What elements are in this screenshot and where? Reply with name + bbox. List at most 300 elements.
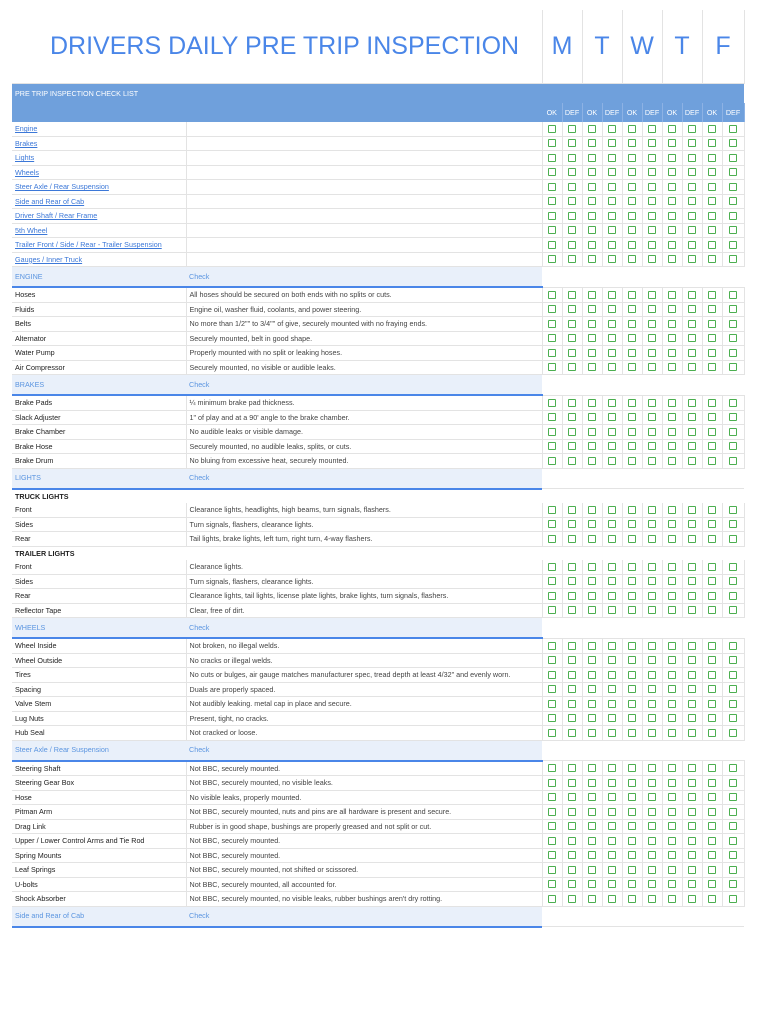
checkbox-ok-day-2[interactable]	[588, 363, 596, 371]
checkbox-def-day-2[interactable]	[608, 764, 616, 772]
checkbox-ok-day-4[interactable]	[668, 154, 676, 162]
checkbox-def-day-4[interactable]	[688, 139, 696, 147]
checkbox-ok-day-1[interactable]	[548, 506, 556, 514]
checkbox-ok-day-3[interactable]	[628, 700, 636, 708]
checkbox-ok-day-3[interactable]	[628, 729, 636, 737]
checkbox-ok-day-4[interactable]	[668, 334, 676, 342]
checkbox-ok-day-4[interactable]	[668, 822, 676, 830]
checkbox-ok-day-4[interactable]	[668, 808, 676, 816]
checkbox-ok-day-4[interactable]	[668, 520, 676, 528]
checkbox-def-day-4[interactable]	[688, 349, 696, 357]
checkbox-def-day-2[interactable]	[608, 168, 616, 176]
checkbox-def-day-1[interactable]	[568, 880, 576, 888]
checkbox-def-day-4[interactable]	[688, 851, 696, 859]
checkbox-ok-day-5[interactable]	[708, 226, 716, 234]
checkbox-ok-day-5[interactable]	[708, 808, 716, 816]
checkbox-ok-day-3[interactable]	[628, 125, 636, 133]
checkbox-ok-day-2[interactable]	[588, 255, 596, 263]
checkbox-def-day-5[interactable]	[729, 154, 737, 162]
checkbox-def-day-4[interactable]	[688, 520, 696, 528]
checkbox-def-day-3[interactable]	[648, 506, 656, 514]
checkbox-ok-day-4[interactable]	[668, 320, 676, 328]
checkbox-def-day-4[interactable]	[688, 334, 696, 342]
checkbox-def-day-5[interactable]	[729, 671, 737, 679]
checkbox-ok-day-3[interactable]	[628, 592, 636, 600]
checkbox-def-day-3[interactable]	[648, 851, 656, 859]
checkbox-ok-day-1[interactable]	[548, 714, 556, 722]
checkbox-ok-day-1[interactable]	[548, 291, 556, 299]
checkbox-ok-day-3[interactable]	[628, 535, 636, 543]
checkbox-ok-day-2[interactable]	[588, 520, 596, 528]
checkbox-ok-day-4[interactable]	[668, 349, 676, 357]
checkbox-ok-day-3[interactable]	[628, 226, 636, 234]
checkbox-def-day-4[interactable]	[688, 606, 696, 614]
checkbox-def-day-2[interactable]	[608, 685, 616, 693]
checkbox-def-day-1[interactable]	[568, 764, 576, 772]
checkbox-ok-day-3[interactable]	[628, 520, 636, 528]
checkbox-def-day-3[interactable]	[648, 592, 656, 600]
checkbox-def-day-5[interactable]	[729, 535, 737, 543]
checkbox-ok-day-4[interactable]	[668, 139, 676, 147]
checkbox-def-day-4[interactable]	[688, 837, 696, 845]
checkbox-ok-day-3[interactable]	[628, 895, 636, 903]
checkbox-ok-day-4[interactable]	[668, 363, 676, 371]
checkbox-def-day-1[interactable]	[568, 226, 576, 234]
checkbox-def-day-5[interactable]	[729, 563, 737, 571]
checkbox-def-day-3[interactable]	[648, 563, 656, 571]
checkbox-ok-day-2[interactable]	[588, 714, 596, 722]
checkbox-def-day-4[interactable]	[688, 363, 696, 371]
checkbox-ok-day-5[interactable]	[708, 413, 716, 421]
checkbox-def-day-3[interactable]	[648, 866, 656, 874]
checkbox-ok-day-5[interactable]	[708, 685, 716, 693]
checkbox-def-day-3[interactable]	[648, 606, 656, 614]
checkbox-def-day-1[interactable]	[568, 700, 576, 708]
checkbox-ok-day-1[interactable]	[548, 125, 556, 133]
checkbox-ok-day-4[interactable]	[668, 895, 676, 903]
checkbox-def-day-5[interactable]	[729, 506, 737, 514]
checkbox-ok-day-3[interactable]	[628, 139, 636, 147]
checkbox-def-day-4[interactable]	[688, 457, 696, 465]
checkbox-ok-day-3[interactable]	[628, 457, 636, 465]
checkbox-ok-day-3[interactable]	[628, 399, 636, 407]
checkbox-ok-day-5[interactable]	[708, 305, 716, 313]
checkbox-ok-day-2[interactable]	[588, 291, 596, 299]
checkbox-ok-day-5[interactable]	[708, 895, 716, 903]
checkbox-def-day-5[interactable]	[729, 577, 737, 585]
checkbox-def-day-4[interactable]	[688, 413, 696, 421]
checklist-link[interactable]: Wheels	[15, 167, 39, 177]
checkbox-def-day-4[interactable]	[688, 880, 696, 888]
checkbox-ok-day-2[interactable]	[588, 729, 596, 737]
checkbox-def-day-2[interactable]	[608, 535, 616, 543]
checkbox-def-day-2[interactable]	[608, 399, 616, 407]
checkbox-ok-day-4[interactable]	[668, 592, 676, 600]
checkbox-ok-day-3[interactable]	[628, 334, 636, 342]
checkbox-def-day-2[interactable]	[608, 457, 616, 465]
checkbox-def-day-5[interactable]	[729, 793, 737, 801]
checkbox-ok-day-2[interactable]	[588, 226, 596, 234]
checkbox-ok-day-2[interactable]	[588, 671, 596, 679]
checkbox-def-day-1[interactable]	[568, 139, 576, 147]
checkbox-ok-day-3[interactable]	[628, 685, 636, 693]
checkbox-def-day-2[interactable]	[608, 154, 616, 162]
checkbox-def-day-1[interactable]	[568, 714, 576, 722]
checkbox-def-day-5[interactable]	[729, 851, 737, 859]
checkbox-def-day-5[interactable]	[729, 363, 737, 371]
checkbox-ok-day-1[interactable]	[548, 808, 556, 816]
checkbox-ok-day-1[interactable]	[548, 822, 556, 830]
checkbox-def-day-1[interactable]	[568, 320, 576, 328]
checkbox-def-day-1[interactable]	[568, 212, 576, 220]
checkbox-def-day-3[interactable]	[648, 671, 656, 679]
checkbox-ok-day-5[interactable]	[708, 866, 716, 874]
checkbox-def-day-5[interactable]	[729, 241, 737, 249]
checkbox-def-day-1[interactable]	[568, 183, 576, 191]
checkbox-def-day-4[interactable]	[688, 168, 696, 176]
checkbox-ok-day-1[interactable]	[548, 520, 556, 528]
checkbox-ok-day-4[interactable]	[668, 563, 676, 571]
checkbox-def-day-5[interactable]	[729, 606, 737, 614]
checkbox-ok-day-1[interactable]	[548, 139, 556, 147]
checkbox-def-day-2[interactable]	[608, 520, 616, 528]
checkbox-def-day-5[interactable]	[729, 779, 737, 787]
checkbox-def-day-1[interactable]	[568, 125, 576, 133]
checkbox-ok-day-1[interactable]	[548, 851, 556, 859]
checkbox-ok-day-4[interactable]	[668, 183, 676, 191]
checkbox-def-day-5[interactable]	[729, 656, 737, 664]
checkbox-ok-day-4[interactable]	[668, 793, 676, 801]
checkbox-ok-day-5[interactable]	[708, 642, 716, 650]
checkbox-ok-day-5[interactable]	[708, 457, 716, 465]
checkbox-ok-day-4[interactable]	[668, 413, 676, 421]
checkbox-ok-day-2[interactable]	[588, 413, 596, 421]
checkbox-ok-day-3[interactable]	[628, 606, 636, 614]
checkbox-ok-day-5[interactable]	[708, 851, 716, 859]
checkbox-def-day-1[interactable]	[568, 808, 576, 816]
checkbox-def-day-5[interactable]	[729, 837, 737, 845]
checkbox-def-day-5[interactable]	[729, 457, 737, 465]
checkbox-ok-day-2[interactable]	[588, 808, 596, 816]
checkbox-ok-day-4[interactable]	[668, 729, 676, 737]
checkbox-def-day-2[interactable]	[608, 197, 616, 205]
checkbox-def-day-5[interactable]	[729, 255, 737, 263]
checkbox-ok-day-1[interactable]	[548, 212, 556, 220]
checkbox-def-day-5[interactable]	[729, 822, 737, 830]
checkbox-def-day-2[interactable]	[608, 642, 616, 650]
checkbox-def-day-3[interactable]	[648, 226, 656, 234]
checkbox-ok-day-3[interactable]	[628, 349, 636, 357]
checkbox-def-day-2[interactable]	[608, 226, 616, 234]
checkbox-def-day-1[interactable]	[568, 168, 576, 176]
checkbox-def-day-3[interactable]	[648, 822, 656, 830]
checkbox-def-day-5[interactable]	[729, 139, 737, 147]
checkbox-ok-day-5[interactable]	[708, 535, 716, 543]
checkbox-def-day-1[interactable]	[568, 442, 576, 450]
checkbox-ok-day-1[interactable]	[548, 226, 556, 234]
checkbox-ok-day-2[interactable]	[588, 656, 596, 664]
checklist-link[interactable]: Steer Axle / Rear Suspension	[15, 182, 109, 192]
checkbox-def-day-3[interactable]	[648, 729, 656, 737]
checkbox-def-day-1[interactable]	[568, 592, 576, 600]
checkbox-ok-day-2[interactable]	[588, 764, 596, 772]
checkbox-ok-day-4[interactable]	[668, 685, 676, 693]
checkbox-ok-day-5[interactable]	[708, 183, 716, 191]
checkbox-def-day-4[interactable]	[688, 535, 696, 543]
checkbox-def-day-1[interactable]	[568, 457, 576, 465]
checkbox-def-day-3[interactable]	[648, 349, 656, 357]
checkbox-def-day-3[interactable]	[648, 442, 656, 450]
checkbox-def-day-3[interactable]	[648, 334, 656, 342]
checkbox-ok-day-1[interactable]	[548, 592, 556, 600]
checkbox-ok-day-4[interactable]	[668, 305, 676, 313]
checklist-link[interactable]: Engine	[15, 124, 38, 134]
checkbox-ok-day-3[interactable]	[628, 413, 636, 421]
checkbox-ok-day-1[interactable]	[548, 793, 556, 801]
checkbox-ok-day-3[interactable]	[628, 506, 636, 514]
checkbox-ok-day-5[interactable]	[708, 656, 716, 664]
checkbox-def-day-1[interactable]	[568, 822, 576, 830]
checkbox-ok-day-3[interactable]	[628, 255, 636, 263]
checkbox-def-day-2[interactable]	[608, 700, 616, 708]
checkbox-ok-day-3[interactable]	[628, 197, 636, 205]
checkbox-def-day-2[interactable]	[608, 291, 616, 299]
checklist-link[interactable]: Gauges / Inner Truck	[15, 254, 83, 264]
checklist-link[interactable]: Driver Shaft / Rear Frame	[15, 211, 98, 221]
checkbox-ok-day-2[interactable]	[588, 305, 596, 313]
checkbox-def-day-4[interactable]	[688, 671, 696, 679]
checkbox-ok-day-4[interactable]	[668, 442, 676, 450]
checkbox-ok-day-3[interactable]	[628, 822, 636, 830]
checkbox-ok-day-2[interactable]	[588, 642, 596, 650]
checkbox-ok-day-2[interactable]	[588, 154, 596, 162]
checkbox-def-day-3[interactable]	[648, 212, 656, 220]
checkbox-ok-day-5[interactable]	[708, 700, 716, 708]
checkbox-ok-day-3[interactable]	[628, 154, 636, 162]
checkbox-def-day-3[interactable]	[648, 320, 656, 328]
checkbox-ok-day-5[interactable]	[708, 428, 716, 436]
checkbox-ok-day-3[interactable]	[628, 851, 636, 859]
checkbox-def-day-2[interactable]	[608, 671, 616, 679]
checkbox-def-day-4[interactable]	[688, 779, 696, 787]
checkbox-ok-day-1[interactable]	[548, 241, 556, 249]
checklist-link[interactable]: Side and Rear of Cab	[15, 196, 85, 206]
checkbox-def-day-5[interactable]	[729, 305, 737, 313]
checkbox-ok-day-3[interactable]	[628, 656, 636, 664]
checkbox-ok-day-3[interactable]	[628, 779, 636, 787]
checkbox-ok-day-5[interactable]	[708, 197, 716, 205]
checkbox-ok-day-3[interactable]	[628, 671, 636, 679]
checkbox-def-day-1[interactable]	[568, 255, 576, 263]
checkbox-def-day-3[interactable]	[648, 779, 656, 787]
checkbox-def-day-1[interactable]	[568, 606, 576, 614]
checkbox-def-day-1[interactable]	[568, 779, 576, 787]
checkbox-def-day-5[interactable]	[729, 592, 737, 600]
checkbox-def-day-4[interactable]	[688, 577, 696, 585]
checkbox-def-day-5[interactable]	[729, 349, 737, 357]
checkbox-def-day-5[interactable]	[729, 808, 737, 816]
checkbox-ok-day-2[interactable]	[588, 506, 596, 514]
checkbox-ok-day-3[interactable]	[628, 442, 636, 450]
checkbox-ok-day-4[interactable]	[668, 506, 676, 514]
checkbox-def-day-3[interactable]	[648, 197, 656, 205]
checkbox-ok-day-5[interactable]	[708, 291, 716, 299]
checkbox-ok-day-5[interactable]	[708, 592, 716, 600]
checkbox-ok-day-2[interactable]	[588, 851, 596, 859]
checkbox-def-day-2[interactable]	[608, 139, 616, 147]
checkbox-def-day-4[interactable]	[688, 656, 696, 664]
checkbox-def-day-5[interactable]	[729, 729, 737, 737]
checkbox-ok-day-3[interactable]	[628, 428, 636, 436]
checkbox-def-day-4[interactable]	[688, 183, 696, 191]
checkbox-def-day-3[interactable]	[648, 700, 656, 708]
checkbox-def-day-1[interactable]	[568, 535, 576, 543]
checkbox-ok-day-1[interactable]	[548, 700, 556, 708]
checkbox-ok-day-4[interactable]	[668, 851, 676, 859]
checkbox-def-day-5[interactable]	[729, 183, 737, 191]
checkbox-ok-day-4[interactable]	[668, 291, 676, 299]
checkbox-def-day-1[interactable]	[568, 671, 576, 679]
checklist-link[interactable]: Lights	[15, 153, 35, 163]
checkbox-def-day-5[interactable]	[729, 895, 737, 903]
checkbox-ok-day-2[interactable]	[588, 700, 596, 708]
checkbox-def-day-2[interactable]	[608, 656, 616, 664]
checkbox-ok-day-1[interactable]	[548, 764, 556, 772]
checkbox-ok-day-1[interactable]	[548, 685, 556, 693]
checkbox-def-day-1[interactable]	[568, 363, 576, 371]
checkbox-ok-day-4[interactable]	[668, 535, 676, 543]
checkbox-def-day-2[interactable]	[608, 255, 616, 263]
checkbox-ok-day-1[interactable]	[548, 349, 556, 357]
checkbox-ok-day-1[interactable]	[548, 866, 556, 874]
checkbox-def-day-5[interactable]	[729, 880, 737, 888]
checkbox-def-day-4[interactable]	[688, 895, 696, 903]
checkbox-ok-day-2[interactable]	[588, 399, 596, 407]
checkbox-ok-day-3[interactable]	[628, 642, 636, 650]
checkbox-ok-day-2[interactable]	[588, 895, 596, 903]
checkbox-def-day-3[interactable]	[648, 685, 656, 693]
checkbox-ok-day-4[interactable]	[668, 642, 676, 650]
checkbox-ok-day-1[interactable]	[548, 729, 556, 737]
checkbox-ok-day-1[interactable]	[548, 656, 556, 664]
checkbox-ok-day-3[interactable]	[628, 363, 636, 371]
checkbox-def-day-1[interactable]	[568, 866, 576, 874]
checkbox-def-day-5[interactable]	[729, 212, 737, 220]
checkbox-ok-day-4[interactable]	[668, 168, 676, 176]
checkbox-def-day-3[interactable]	[648, 656, 656, 664]
checkbox-def-day-2[interactable]	[608, 305, 616, 313]
checkbox-def-day-3[interactable]	[648, 139, 656, 147]
checkbox-ok-day-1[interactable]	[548, 154, 556, 162]
checkbox-def-day-4[interactable]	[688, 428, 696, 436]
checkbox-def-day-2[interactable]	[608, 729, 616, 737]
checkbox-def-day-3[interactable]	[648, 399, 656, 407]
checkbox-ok-day-3[interactable]	[628, 880, 636, 888]
checkbox-def-day-2[interactable]	[608, 866, 616, 874]
checkbox-ok-day-4[interactable]	[668, 866, 676, 874]
checkbox-ok-day-1[interactable]	[548, 535, 556, 543]
checkbox-def-day-2[interactable]	[608, 880, 616, 888]
checkbox-def-day-5[interactable]	[729, 642, 737, 650]
checkbox-def-day-3[interactable]	[648, 363, 656, 371]
checkbox-ok-day-5[interactable]	[708, 168, 716, 176]
checkbox-ok-day-5[interactable]	[708, 729, 716, 737]
checkbox-def-day-4[interactable]	[688, 729, 696, 737]
checkbox-ok-day-1[interactable]	[548, 442, 556, 450]
checkbox-def-day-3[interactable]	[648, 520, 656, 528]
checkbox-ok-day-2[interactable]	[588, 563, 596, 571]
checkbox-ok-day-2[interactable]	[588, 535, 596, 543]
checkbox-def-day-5[interactable]	[729, 168, 737, 176]
checkbox-def-day-4[interactable]	[688, 685, 696, 693]
checkbox-def-day-2[interactable]	[608, 320, 616, 328]
checkbox-def-day-5[interactable]	[729, 399, 737, 407]
checkbox-def-day-2[interactable]	[608, 714, 616, 722]
checkbox-def-day-5[interactable]	[729, 520, 737, 528]
checkbox-ok-day-5[interactable]	[708, 793, 716, 801]
checkbox-def-day-1[interactable]	[568, 428, 576, 436]
checkbox-def-day-1[interactable]	[568, 413, 576, 421]
checkbox-def-day-5[interactable]	[729, 685, 737, 693]
checkbox-ok-day-1[interactable]	[548, 779, 556, 787]
checkbox-def-day-2[interactable]	[608, 241, 616, 249]
checkbox-def-day-5[interactable]	[729, 334, 737, 342]
checkbox-def-day-2[interactable]	[608, 606, 616, 614]
checkbox-def-day-1[interactable]	[568, 520, 576, 528]
checkbox-ok-day-3[interactable]	[628, 866, 636, 874]
checkbox-def-day-1[interactable]	[568, 305, 576, 313]
checkbox-ok-day-1[interactable]	[548, 197, 556, 205]
checkbox-def-day-3[interactable]	[648, 125, 656, 133]
checkbox-def-day-2[interactable]	[608, 895, 616, 903]
checkbox-ok-day-4[interactable]	[668, 779, 676, 787]
checkbox-def-day-5[interactable]	[729, 764, 737, 772]
checkbox-def-day-4[interactable]	[688, 197, 696, 205]
checkbox-def-day-4[interactable]	[688, 154, 696, 162]
checkbox-def-day-4[interactable]	[688, 320, 696, 328]
checkbox-def-day-5[interactable]	[729, 291, 737, 299]
checkbox-ok-day-3[interactable]	[628, 764, 636, 772]
checkbox-ok-day-1[interactable]	[548, 168, 556, 176]
checkbox-ok-day-5[interactable]	[708, 764, 716, 772]
checkbox-ok-day-5[interactable]	[708, 212, 716, 220]
checkbox-ok-day-2[interactable]	[588, 779, 596, 787]
checkbox-ok-day-4[interactable]	[668, 428, 676, 436]
checkbox-def-day-4[interactable]	[688, 822, 696, 830]
checkbox-def-day-3[interactable]	[648, 241, 656, 249]
checkbox-ok-day-3[interactable]	[628, 577, 636, 585]
checkbox-ok-day-5[interactable]	[708, 154, 716, 162]
checkbox-def-day-4[interactable]	[688, 226, 696, 234]
checkbox-ok-day-3[interactable]	[628, 714, 636, 722]
checkbox-ok-day-2[interactable]	[588, 320, 596, 328]
checkbox-ok-day-5[interactable]	[708, 334, 716, 342]
checkbox-def-day-1[interactable]	[568, 685, 576, 693]
checkbox-def-day-3[interactable]	[648, 793, 656, 801]
checkbox-def-day-4[interactable]	[688, 592, 696, 600]
checkbox-ok-day-5[interactable]	[708, 606, 716, 614]
checkbox-ok-day-2[interactable]	[588, 685, 596, 693]
checkbox-def-day-5[interactable]	[729, 714, 737, 722]
checkbox-ok-day-5[interactable]	[708, 714, 716, 722]
checkbox-def-day-4[interactable]	[688, 714, 696, 722]
checkbox-def-day-4[interactable]	[688, 241, 696, 249]
checkbox-ok-day-1[interactable]	[548, 399, 556, 407]
checkbox-ok-day-1[interactable]	[548, 334, 556, 342]
checkbox-ok-day-5[interactable]	[708, 837, 716, 845]
checkbox-def-day-1[interactable]	[568, 154, 576, 162]
checkbox-ok-day-4[interactable]	[668, 255, 676, 263]
